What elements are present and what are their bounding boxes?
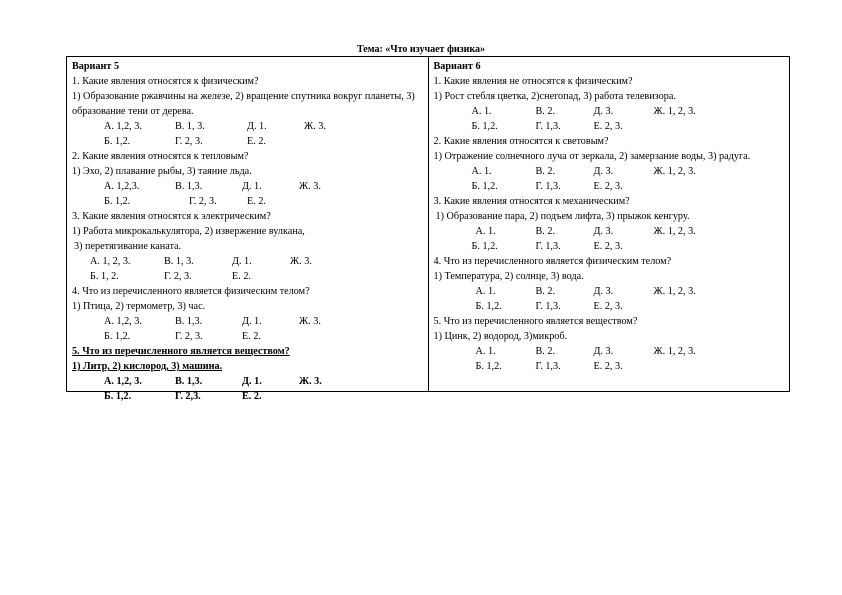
answer-option: В. 1,3.: [175, 316, 203, 327]
variant-6-title: Вариант 6: [433, 61, 481, 72]
answer-option: Д. 1.: [242, 376, 262, 387]
answer-option: Ж. 1, 2, 3.: [653, 346, 696, 357]
answer-option: Г. 1,3.: [535, 241, 561, 252]
question-statement: 1) Цинк, 2) водород, 3)микроб.: [433, 331, 568, 342]
answer-option: Б. 1,2.: [104, 136, 131, 147]
answer-option: Е. 2.: [247, 136, 266, 147]
quiz-table: [66, 56, 790, 402]
answer-option: Ж. 3.: [290, 256, 312, 267]
question-text: 3. Какие явления относятся к электрическим?: [72, 211, 271, 222]
question-text: 5. Что из перечисленного является веществом?: [433, 316, 638, 327]
answers-row-2: [434, 299, 785, 314]
answer-option: Е. 2.: [242, 331, 261, 342]
answer-option: А. 1,2, 3.: [104, 121, 142, 132]
answer-option: Б. 1,2.: [104, 331, 131, 342]
question-2: [434, 134, 785, 194]
answer-option: Д. 1.: [247, 121, 267, 132]
answer-option: Д. 3.: [593, 106, 614, 117]
answer-option: Е. 2, 3.: [593, 121, 623, 132]
answers-row-1: [434, 224, 785, 239]
answer-option: Е. 2, 3.: [593, 361, 623, 372]
answer-option: Е. 2, 3.: [593, 301, 623, 312]
answer-option: Г. 2, 3.: [189, 196, 217, 207]
question-statement: 1) Работа микрокалькулятора, 2) извержение вулкана,: [72, 226, 305, 237]
answers-row-2: [72, 134, 423, 149]
answer-option: Б. 1,2.: [475, 301, 502, 312]
answers-row-1: [434, 344, 785, 359]
answer-option: Е. 2, 3.: [593, 241, 623, 252]
answer-option: Д. 3.: [593, 346, 614, 357]
question-1: [434, 74, 785, 134]
answers-row-1: [72, 119, 423, 134]
answer-option: В. 2.: [535, 346, 556, 357]
answer-option: А. 1.: [471, 106, 492, 117]
answer-option: А. 1,2, 3.: [104, 376, 142, 387]
answer-option: В. 1,3.: [175, 181, 203, 192]
question-4: [434, 254, 785, 314]
variant-5-title: Вариант 5: [72, 61, 120, 72]
answer-option: В. 1,3.: [175, 376, 203, 387]
question-4: [72, 284, 423, 344]
answers-row-2: [72, 269, 423, 284]
answer-option: А. 1.: [475, 346, 496, 357]
answer-option: Д. 1.: [242, 181, 262, 192]
question-statement: 1) Птица, 2) термометр, 3) час.: [72, 301, 206, 312]
answers-row-2: [434, 239, 785, 254]
answer-option: В. 2.: [535, 226, 556, 237]
answers-row-1: [72, 314, 423, 329]
question-3: [72, 209, 423, 284]
answers-row-1: [434, 164, 785, 179]
answers-row-2: [72, 329, 423, 344]
question-text: 2. Какие явления относятся к световым?: [433, 136, 609, 147]
answer-option: В. 2.: [535, 166, 556, 177]
answers-row-2: [434, 179, 785, 194]
answer-option: Ж. 3.: [299, 181, 321, 192]
question-text: 1. Какие явления относятся к физическим?: [72, 76, 259, 87]
answers-row-2: [434, 359, 785, 374]
answer-option: Б. 1,2.: [104, 196, 131, 207]
answer-option: Ж. 1, 2, 3.: [653, 166, 696, 177]
answer-option: В. 1, 3.: [175, 121, 205, 132]
answers-row-2: [72, 389, 423, 404]
question-statement: 1) Образование пара, 2) подъем лифта, 3) прыжок кенгуру.: [435, 211, 690, 222]
answer-option: Д. 1.: [232, 256, 252, 267]
answer-option: А. 1.: [471, 166, 492, 177]
answers-row-1: [72, 179, 423, 194]
question-5: [434, 314, 785, 374]
answer-option: Ж. 3.: [299, 316, 321, 327]
answer-option: Б. 1,2.: [471, 241, 498, 252]
answer-option: Ж. 3.: [304, 121, 326, 132]
answers-row-1: [434, 284, 785, 299]
question-text: 2. Какие явления относятся к тепловым?: [72, 151, 249, 162]
answers-row-1: [434, 104, 785, 119]
question-3: [434, 194, 785, 254]
answer-option: Ж. 1, 2, 3.: [653, 286, 696, 297]
question-statement: 1) Температура, 2) солнце, 3) вода.: [433, 271, 584, 282]
question-statement: 1) Литр, 2) кислород, 3) машина.: [72, 361, 223, 372]
answer-option: Б. 1,2.: [471, 121, 498, 132]
question-text: 4. Что из перечисленного является физическим телом?: [72, 286, 310, 297]
answer-option: Д. 3.: [593, 226, 614, 237]
answer-option: Г. 2,3.: [175, 391, 201, 402]
question-statement: 1) Отражение солнечного луча от зеркала, 2) замерзание воды, 3) радуга.: [433, 151, 751, 162]
answer-option: А. 1,2,3.: [104, 181, 140, 192]
answer-option: Е. 2, 3.: [593, 181, 623, 192]
answer-option: Б. 1,2.: [475, 361, 502, 372]
answer-option: Ж. 1, 2, 3.: [653, 106, 696, 117]
answers-row-1: [72, 254, 423, 269]
question-statement: 1) Образование ржавчины на железе, 2) вращение спутника вокруг планеты, 3) образование тени от дерева.: [72, 91, 415, 117]
answer-option: Ж. 1, 2, 3.: [653, 226, 696, 237]
question-statement: 1) Эхо, 2) плавание рыбы, 3) таяние льда.: [72, 166, 252, 177]
answer-option: А. 1.: [475, 286, 496, 297]
question-5: [72, 344, 423, 404]
answer-option: В. 2.: [535, 106, 556, 117]
answer-option: Д. 3.: [593, 286, 614, 297]
answer-option: Г. 1,3.: [535, 361, 561, 372]
question-text: 5. Что из перечисленного является веществом?: [72, 346, 290, 357]
question-2: [72, 149, 423, 209]
page-title: Тема: «Что изучает физика»: [356, 44, 486, 55]
answer-option: Д. 1.: [242, 316, 262, 327]
question-text: 1. Какие явления не относятся к физическим?: [433, 76, 633, 87]
variant-5-column: [67, 57, 428, 402]
question-1: [72, 74, 423, 149]
answers-row-2: [434, 119, 785, 134]
question-text: 4. Что из перечисленного является физическим телом?: [433, 256, 672, 267]
answer-option: В. 1, 3.: [164, 256, 194, 267]
answers-row-1: [72, 374, 423, 389]
answer-option: Г. 1,3.: [535, 181, 561, 192]
answer-option: Г. 1,3.: [535, 121, 561, 132]
answer-option: Г. 2, 3.: [175, 136, 203, 147]
answer-option: Г. 1,3.: [535, 301, 561, 312]
answer-option: Е. 2.: [232, 271, 251, 282]
answer-option: Г. 2, 3.: [164, 271, 192, 282]
answer-option: Д. 3.: [593, 166, 614, 177]
answer-option: В. 2.: [535, 286, 556, 297]
answer-option: Ж. 3.: [299, 376, 322, 387]
answer-option: Е. 2.: [247, 196, 266, 207]
answer-option: Г. 2, 3.: [175, 331, 203, 342]
answer-option: А. 1.: [475, 226, 496, 237]
answer-option: А. 1, 2, 3.: [90, 256, 131, 267]
answers-row-2: [72, 194, 423, 209]
question-statement: 3) перетягивание каната.: [74, 241, 182, 252]
answer-option: Б. 1, 2.: [90, 271, 119, 282]
answer-option: Б. 1,2.: [471, 181, 498, 192]
answer-option: Е. 2.: [242, 391, 262, 402]
answer-option: Б. 1,2.: [104, 391, 132, 402]
question-statement: 1) Рост стебля цветка, 2)снегопад, 3) работа телевизора.: [433, 91, 676, 102]
variant-6-column: [428, 57, 790, 391]
question-text: 3. Какие явления относятся к механическим?: [433, 196, 630, 207]
answer-option: А. 1,2, 3.: [104, 316, 142, 327]
